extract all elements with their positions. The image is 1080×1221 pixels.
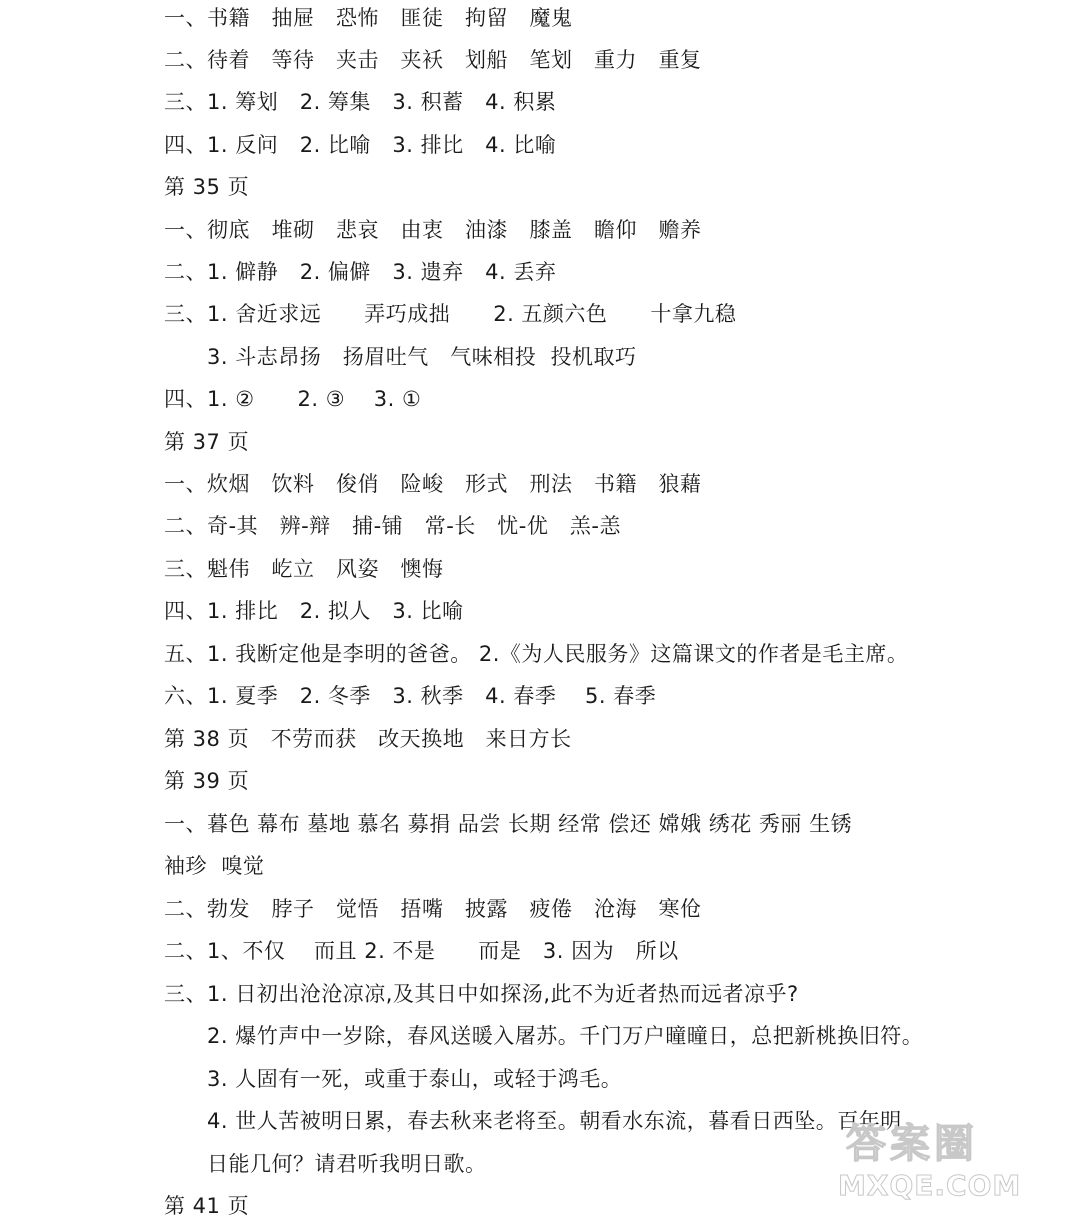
- line-9: 3. 斗志昂扬 扬眉吐气 气味相投 投机取巧: [207, 345, 637, 369]
- page-heading-41: 第 41 页: [164, 1194, 250, 1218]
- watermark-url-text: MXQE.COM: [838, 1169, 1022, 1202]
- page-heading-35: 第 35 页: [164, 175, 250, 199]
- line-25: 2. 爆竹声中一岁除，春风送暖入屠苏。千门万户曈曈日，总把新桃换旧符。: [207, 1024, 924, 1048]
- line-15: 四、1. 排比 2. 拟人 3. 比喻: [164, 599, 464, 623]
- line-8: 三、1. 舍近求远 弄巧成拙 2. 五颜六色 十拿九稳: [164, 302, 737, 326]
- line-16: 五、1. 我断定他是李明的爸爸。 2.《为人民服务》这篇课文的作者是毛主席。: [164, 642, 909, 666]
- line-24: 三、1. 日初出沧沧凉凉,及其日中如探汤,此不为近者热而远者凉乎?: [164, 982, 799, 1006]
- page-heading-39: 第 39 页: [164, 769, 250, 793]
- line-6: 一、彻底 堆砌 悲哀 由衷 油漆 膝盖 瞻仰 赡养: [164, 218, 702, 242]
- line-13: 二、奇-其 辨-辩 捕-铺 常-长 忧-优 羔-恙: [164, 514, 621, 538]
- line-22: 二、勃发 脖子 觉悟 捂嘴 披露 疲倦 沧海 寒伧: [164, 897, 702, 921]
- line-17: 六、1. 夏季 2. 冬季 3. 秋季 4. 春季 5. 春季: [164, 684, 657, 708]
- line-2: 二、待着 等待 夹击 夹袄 划船 笔划 重力 重复: [164, 48, 702, 72]
- line-20: 一、暮色 幕布 墓地 慕名 募捐 品尝 长期 经常 偿还 嫦娥 绣花 秀丽 生锈: [164, 812, 853, 836]
- line-3: 三、1. 筹划 2. 筹集 3. 积蓄 4. 积累: [164, 90, 557, 114]
- line-12: 一、炊烟 饮料 俊俏 险峻 形式 刑法 书籍 狼藉: [164, 472, 702, 496]
- watermark-seal-text: 答案圈: [846, 1121, 978, 1167]
- page-heading-38: 第 38 页 不劳而获 改天换地 来日方长: [164, 727, 572, 751]
- line-4: 四、1. 反问 2. 比喻 3. 排比 4. 比喻: [164, 133, 557, 157]
- line-1: 一、书籍 抽屉 恐怖 匪徒 拘留 魔鬼: [164, 6, 573, 30]
- line-14: 三、魁伟 屹立 风姿 懊悔: [164, 557, 444, 581]
- page-heading-37: 第 37 页: [164, 430, 250, 454]
- line-21: 袖珍 嗅觉: [164, 854, 265, 878]
- line-28: 日能几何？请君听我明日歌。: [207, 1152, 487, 1176]
- line-27: 4. 世人苦被明日累，春去秋来老将至。朝看水东流，暮看日西坠。百年明: [207, 1109, 902, 1133]
- line-26: 3. 人固有一死，或重于泰山，或轻于鸿毛。: [207, 1067, 623, 1091]
- line-23: 二、1、不仅 而且 2. 不是 而是 3. 因为 所以: [164, 939, 679, 963]
- line-7: 二、1. 僻静 2. 偏僻 3. 遗弃 4. 丢弃: [164, 260, 557, 284]
- line-10: 四、1. ② 2. ③ 3. ①: [164, 387, 422, 411]
